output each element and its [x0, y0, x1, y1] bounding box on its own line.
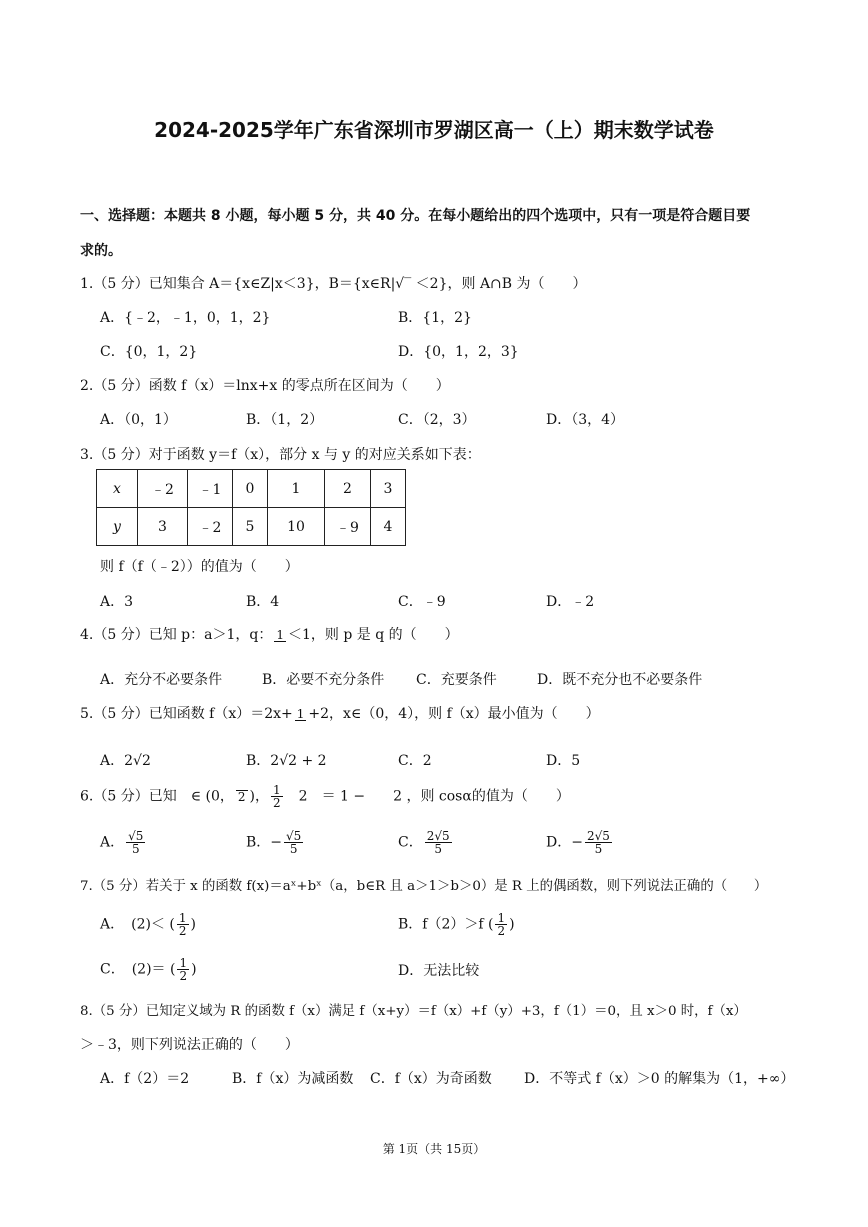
- page-footer: 第 1页（共 15页）: [382, 1142, 486, 1156]
- question-3-stem: 3.（5 分）对于函数 y＝f（x），部分 x 与 y 的对应关系如下表：: [80, 447, 481, 463]
- question-6-option-a: A． $\frac{√5}{5}$: [100, 829, 144, 856]
- question-4-option-b: B．必要不充分条件: [262, 672, 385, 688]
- question-2-stem: 2.（5 分）函数 f（x）＝lnx+x 的零点所在区间为（ ）: [80, 378, 450, 394]
- fraction: $\frac{1}{2}$: [179, 956, 188, 983]
- question-4-stem: 4.（5 分）已知 p：a＞1，q： 1 ＜1，则 p 是 q 的（ ）: [80, 627, 459, 643]
- table-cell: x: [97, 470, 138, 508]
- question-4-option-c: C．充要条件: [416, 672, 497, 688]
- fraction: $\frac{√5}{5}$: [128, 829, 144, 856]
- question-8-option-a: A．f（2）＝2: [100, 1071, 190, 1087]
- table-cell: 3: [138, 508, 188, 546]
- question-5-option-b: B．2√2 + 2: [246, 753, 327, 769]
- table-row-y: [97, 508, 406, 546]
- fraction: 2: [237, 790, 246, 804]
- question-8-option-c: C．f（x）为奇函数: [370, 1071, 492, 1087]
- question-6-option-b: B．− $\frac{√5}{5}$: [246, 829, 302, 856]
- question-3-option-b: B．4: [246, 594, 280, 610]
- question-7-option-c: C． (2)＝ ( $\frac{1}{2}$ ): [100, 956, 197, 983]
- fraction: $\frac{1}{2}$: [497, 911, 506, 938]
- question-2-option-d: D．（3，4）: [546, 412, 625, 428]
- table-cell: ﹣2: [138, 470, 188, 508]
- table-cell: 4: [371, 508, 406, 546]
- question-5-option-c: C．2: [398, 753, 432, 769]
- section-heading-line2: 求的。: [80, 243, 122, 259]
- question-5-option-a: A．2√2: [100, 753, 151, 769]
- question-1-stem: 1.（5 分）已知集合 A＝{x∈Z|x＜3}，B＝{x∈R|√‾ ＜2}，则 A∩B 为（ ）: [80, 276, 587, 292]
- question-8-stem-line1: 8.（5 分）已知定义域为 R 的函数 f（x）满足 f（x+y）＝f（x）+f（y）+3，f（1）＝0，且 x＞0 时，f（x）: [80, 1004, 747, 1019]
- table-cell: 5: [233, 508, 268, 546]
- question-7-option-a: A． (2)＜ ( $\frac{1}{2}$ ): [100, 911, 196, 938]
- question-6-option-c: C． $\frac{2√5}{5}$: [398, 829, 450, 856]
- question-4-option-a: A．充分不必要条件: [100, 672, 223, 688]
- table-cell: 1: [268, 470, 325, 508]
- question-1-option-b: B．{1，2}: [398, 310, 472, 326]
- question-8-option-b: B．f（x）为减函数: [232, 1071, 354, 1087]
- question-1-option-d: D．{0，1，2，3}: [398, 344, 519, 360]
- question-5-option-d: D．5: [546, 753, 581, 769]
- question-2-option-a: A．（0，1）: [100, 412, 177, 428]
- table-cell: 2: [325, 470, 371, 508]
- question-2-option-b: B．（1，2）: [246, 412, 324, 428]
- table-cell: y: [97, 508, 138, 546]
- question-7-option-d: D．无法比较: [398, 963, 480, 979]
- question-4-option-d: D．既不充分也不必要条件: [537, 672, 703, 688]
- fraction: 1: [276, 627, 284, 642]
- question-3-option-a: A．3: [100, 594, 134, 610]
- table-cell: 10: [268, 508, 325, 546]
- section-heading-line1: 一、选择题：本题共 8 小题，每小题 5 分，共 40 分。在每小题给出的四个选项中，只有一项是符合题目要: [80, 208, 751, 224]
- value-table: [96, 469, 406, 546]
- question-8-option-d: D．不等式 f（x）＞0 的解集为（1，+∞）: [524, 1071, 795, 1087]
- question-7-stem: 7.（5 分）若关于 x 的函数 f(x)＝aˣ+bˣ（a，b∈R 且 a＞1＞b＞0）是 R 上的偶函数，则下列说法正确的（ ）: [80, 879, 768, 894]
- question-1-option-a: A．{﹣2，﹣1，0，1，2}: [100, 310, 271, 326]
- page-title: 2024-2025学年广东省深圳市罗湖区高一（上）期末数学试卷: [154, 118, 714, 142]
- question-6-stem: 6.（5 分）已知 ∈ (0， 2 )， $\frac{1}{2}$ 2 ＝ 1 − 2 ，则 cosα的值为（ ）: [80, 783, 570, 810]
- question-7-option-b: B．f（2）＞f ( $\frac{1}{2}$ ): [398, 911, 515, 938]
- question-2-option-c: C．（2，3）: [398, 412, 476, 428]
- question-3-option-c: C．﹣9: [398, 594, 446, 610]
- fraction: $\frac{√5}{5}$: [286, 829, 302, 856]
- table-cell: 0: [233, 470, 268, 508]
- question-3-followup: 则 f（f（﹣2））的值为（ ）: [100, 559, 299, 575]
- fraction: 1: [296, 706, 305, 721]
- fraction: $\frac{2√5}{5}$: [586, 829, 610, 856]
- fraction: $\frac{2√5}{5}$: [426, 829, 450, 856]
- fraction: $\frac{1}{2}$: [178, 911, 187, 938]
- question-1-option-c: C．{0，1，2}: [100, 344, 198, 360]
- table-cell: ﹣1: [188, 470, 233, 508]
- question-3-option-d: D．﹣2: [546, 594, 595, 610]
- table-cell: ﹣9: [325, 508, 371, 546]
- question-8-stem-line2: ＞﹣3，则下列说法正确的（ ）: [80, 1037, 299, 1053]
- table-cell: 3: [371, 470, 406, 508]
- question-5-stem: 5.（5 分）已知函数 f（x）＝2x+ 1 +2，x∈（0，4），则 f（x）最小值为（ ）: [80, 706, 600, 722]
- table-row-x: [97, 470, 406, 508]
- question-6-option-d: D．− $\frac{2√5}{5}$: [546, 829, 610, 856]
- fraction: $\frac{1}{2}$: [273, 783, 281, 810]
- table-cell: ﹣2: [188, 508, 233, 546]
